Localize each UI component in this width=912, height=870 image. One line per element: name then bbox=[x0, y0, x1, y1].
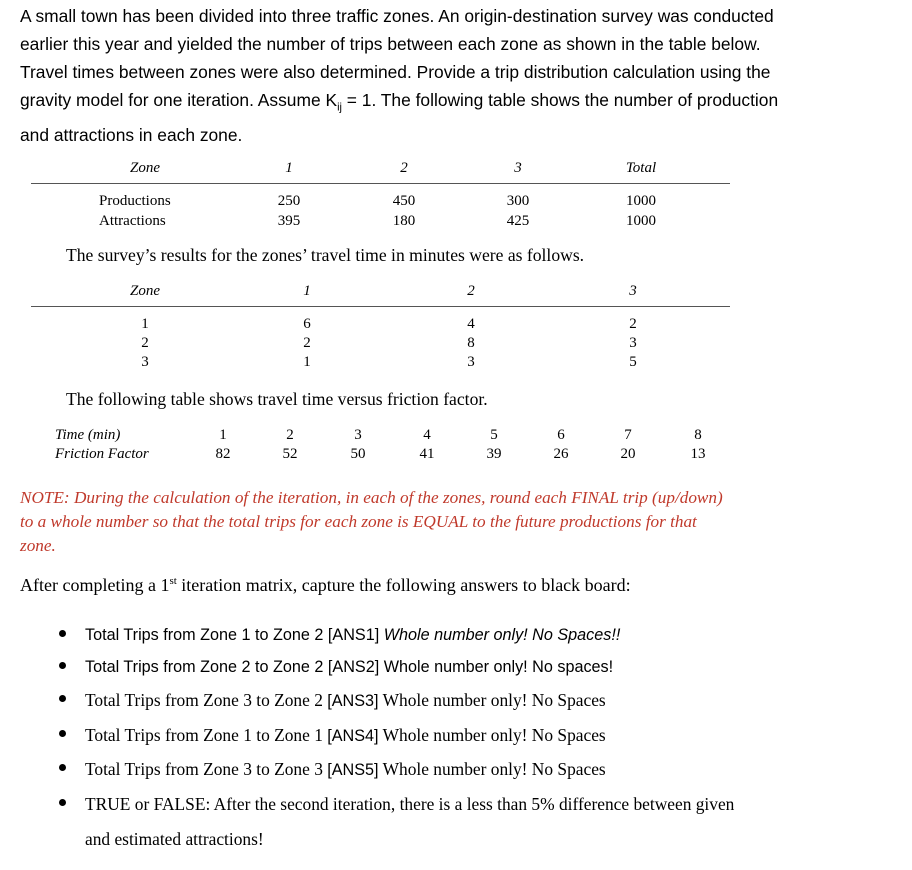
intro-line: A small town has been divided into three traffic zones. An origin-destination survey was conducted bbox=[20, 6, 774, 26]
table1-cell: 450 bbox=[392, 193, 416, 209]
list-item: Total Trips from Zone 2 to Zone 2 [ANS2] Whole number only! No spaces! bbox=[0, 650, 912, 684]
bullet-icon bbox=[59, 799, 66, 806]
intro-line: Travel times between zones were also determined. Provide a trip distribution calculation using the bbox=[20, 62, 771, 82]
table2-cell: 8 bbox=[467, 335, 475, 351]
table1-header-3: 3 bbox=[514, 160, 522, 176]
time-value: 1 bbox=[219, 427, 227, 443]
table2-header-zone: Zone bbox=[130, 283, 160, 299]
bullet-icon bbox=[59, 764, 66, 771]
table1-cell: 425 bbox=[506, 213, 530, 229]
problem-statement bbox=[20, 2, 900, 149]
table1-row-label: Productions bbox=[99, 193, 171, 209]
travel-time-heading: The survey’s results for the zones’ travel time in minutes were as follows. bbox=[66, 245, 585, 265]
table2-cell: 6 bbox=[303, 316, 311, 332]
list-item: Total Trips from Zone 1 to Zone 1 [ANS4] Whole number only! No Spaces bbox=[0, 718, 912, 752]
table1-rule bbox=[31, 183, 730, 184]
table2-zone: 2 bbox=[141, 335, 149, 351]
friction-value: 41 bbox=[419, 446, 435, 462]
time-value: 5 bbox=[490, 427, 498, 443]
table2-cell: 3 bbox=[629, 335, 637, 351]
table1-header-2: 2 bbox=[400, 160, 408, 176]
instructions-line: After completing a 1st iteration matrix, capture the following answers to black board: bbox=[20, 575, 631, 595]
list-item: TRUE or FALSE: After the second iteration, there is a less than 5% difference between given and estimated attractions! bbox=[0, 787, 912, 857]
table1-row-label: Attractions bbox=[99, 213, 166, 229]
bullet-icon bbox=[59, 695, 66, 702]
table2-header-2: 2 bbox=[467, 283, 475, 299]
friction-value: 39 bbox=[486, 446, 502, 462]
table1-cell: 395 bbox=[277, 213, 301, 229]
time-value: 7 bbox=[624, 427, 632, 443]
friction-factor-label: Friction Factor bbox=[55, 446, 149, 462]
note-line: NOTE: During the calculation of the iteration, in each of the zones, round each FINAL trip (up/down) bbox=[20, 488, 723, 507]
time-value: 8 bbox=[694, 427, 702, 443]
table2-zone: 3 bbox=[141, 354, 149, 370]
k-subscript: ij bbox=[337, 101, 342, 114]
table1-header-zone: Zone bbox=[130, 160, 160, 176]
friction-heading: The following table shows travel time versus friction factor. bbox=[66, 389, 488, 409]
friction-value: 52 bbox=[282, 446, 298, 462]
time-value: 6 bbox=[557, 427, 565, 443]
note-line: to a whole number so that the total trips for each zone is EQUAL to the future productions for that bbox=[20, 512, 697, 531]
table2-zone: 1 bbox=[141, 316, 149, 332]
table1-cell: 300 bbox=[506, 193, 530, 209]
time-value: 2 bbox=[286, 427, 294, 443]
table2-cell: 2 bbox=[629, 316, 637, 332]
table1-cell: 180 bbox=[392, 213, 416, 229]
intro-line: and attractions in each zone. bbox=[20, 125, 243, 146]
table2-header-3: 3 bbox=[629, 283, 637, 299]
note-line: zone. bbox=[20, 536, 56, 555]
bullet-icon bbox=[59, 730, 66, 737]
table1-cell: 1000 bbox=[626, 213, 656, 229]
table2-rule bbox=[31, 306, 730, 307]
time-label: Time (min) bbox=[55, 427, 121, 443]
friction-value: 26 bbox=[553, 446, 569, 462]
time-value: 3 bbox=[354, 427, 362, 443]
intro-line: gravity model for one iteration. Assume $K_{ij} = 1$. The following table shows the number of production bbox=[20, 90, 779, 114]
table2-cell: 1 bbox=[303, 354, 311, 370]
table2-cell: 2 bbox=[303, 335, 311, 351]
table2-header-1: 1 bbox=[303, 283, 311, 299]
table1-cell: 250 bbox=[277, 193, 301, 209]
list-item: Total Trips from Zone 1 to Zone 2 [ANS1] Whole number only! No Spaces!! bbox=[0, 618, 912, 652]
table1-cell: 1000 bbox=[626, 193, 656, 209]
table1-header-total: Total bbox=[625, 160, 657, 176]
friction-value: 50 bbox=[350, 446, 366, 462]
table1-header-1: 1 bbox=[285, 160, 293, 176]
intro-line: earlier this year and yielded the number of trips between each zone as shown in the table below. bbox=[20, 34, 761, 54]
friction-value: 20 bbox=[620, 446, 636, 462]
table2-cell: 3 bbox=[467, 354, 475, 370]
time-value: 4 bbox=[423, 427, 431, 443]
list-item: Total Trips from Zone 3 to Zone 3 [ANS5] Whole number only! No Spaces bbox=[0, 752, 912, 786]
table2-cell: 4 bbox=[467, 316, 475, 332]
list-item: Total Trips from Zone 3 to Zone 2 [ANS3] Whole number only! No Spaces bbox=[0, 683, 912, 717]
bullet-icon bbox=[59, 630, 66, 637]
table2-cell: 5 bbox=[629, 354, 637, 370]
friction-value: 13 bbox=[690, 446, 706, 462]
rounding-note bbox=[20, 486, 850, 558]
friction-value: 82 bbox=[215, 446, 231, 462]
bullet-icon bbox=[59, 662, 66, 669]
